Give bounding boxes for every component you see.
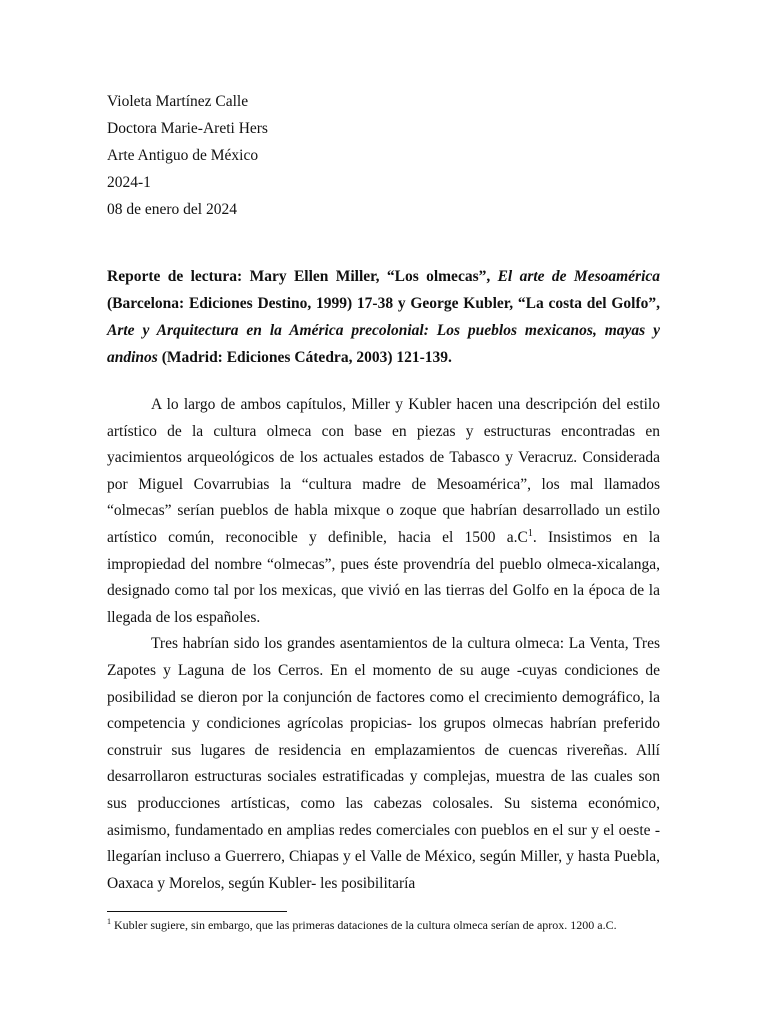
paragraph-1-a: A lo largo de ambos capítulos, Miller y Kubler hacen una descripción del estilo artístico de la cultura olmeca con base en piezas y estructuras encontradas en yacimientos arqueológicos de los actuales estados de Tabasco y Veracruz. Considerada por Miguel Covarrubias la “cultura madre de Mesoamérica”, los mal llamados “olmecas” serían pueblos de habla mixque o zoque que habrían desarrollado un estilo artístico común, reconocible y definible, hacia el 1500 a.C — [107, 396, 660, 546]
title-part-5: (Madrid: Ediciones Cátedra, 2003) 121-139. — [157, 349, 452, 366]
footnote-number: 1 — [107, 917, 111, 926]
title-part-3: (Barcelona: Ediciones Destino, 1999) 17-38 y George Kubler, “La costa del Golfo”, — [107, 295, 660, 312]
professor-name: Doctora Marie-Areti Hers — [107, 120, 268, 137]
footnote-divider — [107, 911, 287, 912]
author-name: Violeta Martínez Calle — [107, 93, 249, 110]
document-header — [107, 88, 268, 223]
footnote-text: Kubler sugiere, sin embargo, que las primeras dataciones de la cultura olmeca serían de aprox. 1200 a.C. — [111, 918, 617, 932]
paragraph-1-b: . Insistimos en la impropiedad del nombre “olmecas”, pues éste provendría del pueblo olmeca-xicalanga, designado como tal por los mexicas, que vivió en las tierras del Golfo en la época de la llegada de los españoles. — [107, 528, 660, 626]
title-part-1: Reporte de lectura: Mary Ellen Miller, “Los olmecas”, — [107, 268, 498, 285]
title-book-1: El arte de Mesoamérica — [497, 268, 661, 285]
document-title — [107, 263, 660, 371]
title-book-2: Arte y Arquitectura en la América precolonial: Los pueblos mexicanos, mayas y andinos — [107, 322, 660, 366]
semester: 2024-1 — [107, 174, 151, 191]
footnote-reference: 1 — [527, 527, 533, 539]
body-text — [107, 392, 660, 897]
paragraph-1 — [107, 392, 660, 631]
course-name: Arte Antiguo de México — [107, 147, 259, 164]
paragraph-2: Tres habrían sido los grandes asentamientos de la cultura olmeca: La Venta, Tres Zapotes y Laguna de los Cerros. En el momento de su auge -cuyas condiciones de posibilidad se dieron por la conjunción de factores como el crecimiento demográfico, la competencia y condiciones agrícolas propicias- los grupos olmecas habrían preferido construir sus lugares de residencia en emplazamientos de cuencas rivereñas. Allí desarrollaron estructuras sociales estratificadas y complejas, muestra de las cuales son sus producciones artísticas, como las cabezas colosales. Su sistema económico, asimismo, fundamentado en amplias redes comerciales con pueblos en el sur y el oeste -llegarían incluso a Guerrero, Chiapas y el Valle de México, según Miller, y hasta Puebla, Oaxaca y Morelos, según Kubler- les posibilitaría — [107, 635, 660, 892]
document-date: 08 de enero del 2024 — [107, 201, 237, 218]
footnote — [107, 917, 667, 933]
